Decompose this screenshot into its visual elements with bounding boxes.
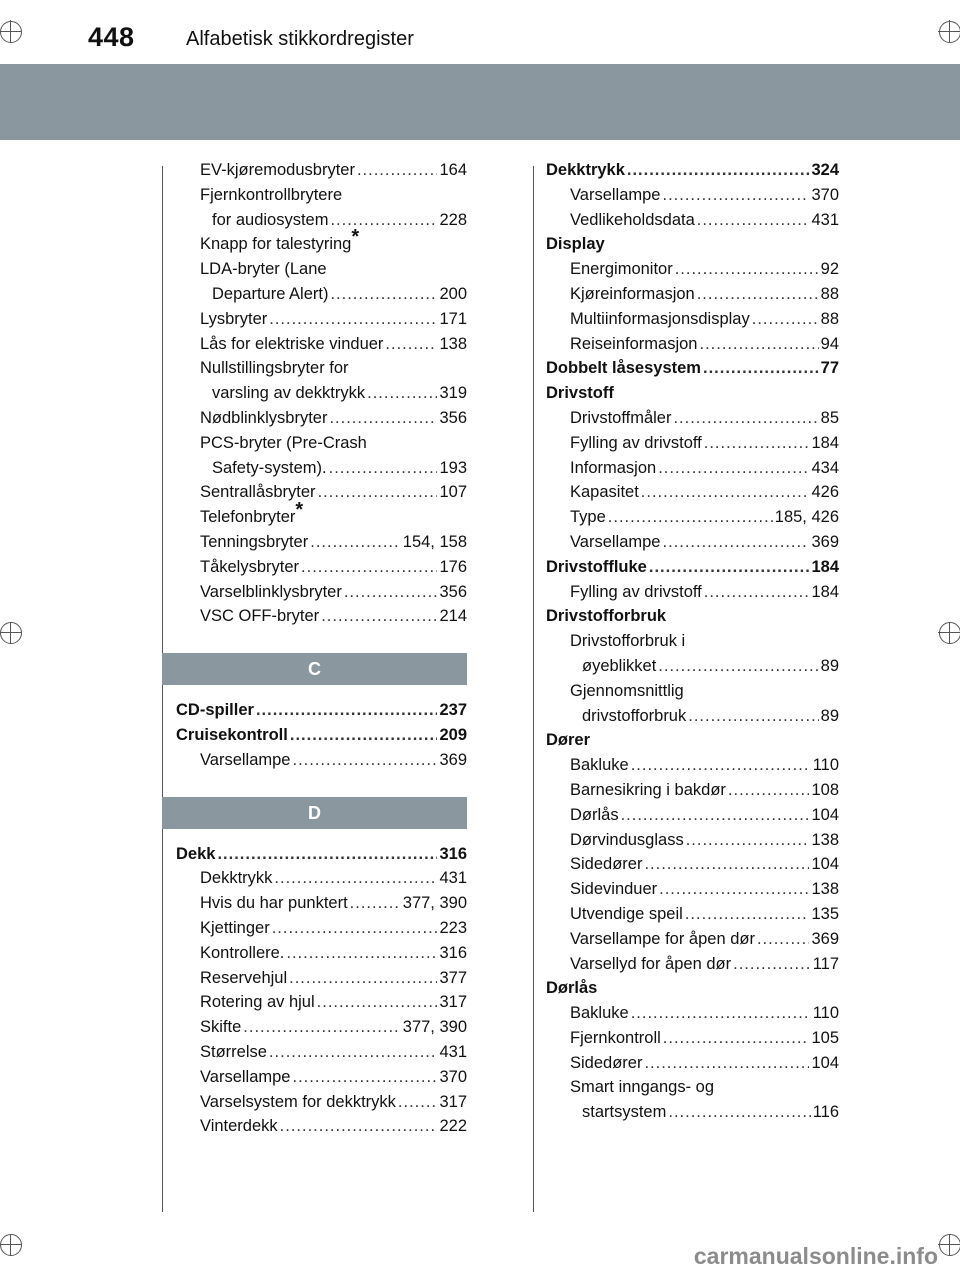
- index-entry: [176, 257, 467, 282]
- entry-text: Varsellampe: [200, 1067, 291, 1086]
- index-entry: [546, 208, 839, 233]
- entry-page-number: 89: [820, 656, 839, 675]
- index-entry: [546, 307, 839, 332]
- index-entry: [546, 728, 839, 753]
- entry-text: Dørlås: [570, 805, 619, 824]
- index-entry: [176, 990, 467, 1015]
- entry-text: Drivstoff: [546, 384, 614, 403]
- entry-page-number: 377, 390: [402, 1018, 467, 1037]
- left-column: [176, 158, 467, 1139]
- dot-leader: [644, 852, 809, 877]
- dot-leader: [631, 1001, 811, 1026]
- entry-page-number: 369: [439, 750, 467, 769]
- entry-page-number: 214: [439, 607, 467, 626]
- entry-text: for audiosystem: [212, 210, 329, 229]
- index-entry: [176, 332, 467, 357]
- entry-page-number: 107: [439, 483, 467, 502]
- index-entry: [546, 952, 839, 977]
- entry-page-number: 223: [439, 918, 467, 937]
- entry-page-number: 154, 158: [402, 532, 467, 551]
- entry-page-number: 356: [439, 408, 467, 427]
- index-entry: [546, 753, 839, 778]
- entry-text: startsystem: [582, 1103, 667, 1122]
- index-entry: [546, 927, 839, 952]
- entry-page-number: 369: [811, 532, 839, 551]
- index-entry: [546, 406, 839, 431]
- entry-text: Drivstoffmåler: [570, 408, 672, 427]
- entry-text: Nødblinklysbryter: [200, 408, 328, 427]
- entry-text: Sentrallåsbryter: [200, 483, 316, 502]
- entry-page-number: 88: [820, 309, 839, 328]
- dot-leader: [641, 480, 810, 505]
- footnote-asterisk: *: [351, 226, 360, 249]
- entry-text: Reservehjul: [200, 968, 288, 987]
- entry-page-number: 319: [439, 384, 467, 403]
- entry-page-number: 317: [439, 993, 467, 1012]
- dot-leader: [608, 505, 773, 530]
- dot-leader: [668, 1100, 810, 1125]
- entry-text: Varsellyd for åpen dør: [570, 954, 732, 973]
- dot-leader: [649, 555, 810, 580]
- index-entry: [176, 282, 467, 307]
- entry-page-number: 377, 390: [402, 894, 467, 913]
- entry-text: Varselsystem for dekktrykk: [200, 1092, 396, 1111]
- entry-text: Type: [570, 508, 606, 527]
- entry-page-number: 377: [439, 968, 467, 987]
- entry-page-number: 110: [812, 756, 839, 775]
- dot-leader: [350, 891, 401, 916]
- dot-leader: [685, 902, 810, 927]
- index-entry: [176, 499, 467, 530]
- entry-page-number: 116: [812, 1103, 839, 1122]
- section-letter-c: C: [162, 653, 467, 685]
- entry-page-number: 104: [811, 805, 839, 824]
- entry-page-number: 317: [439, 1092, 467, 1111]
- index-entry: [546, 704, 839, 729]
- index-entry: [176, 966, 467, 991]
- right-column: [546, 158, 839, 1125]
- dot-leader: [321, 604, 437, 629]
- dot-leader: [269, 307, 437, 332]
- entry-page-number: 370: [439, 1067, 467, 1086]
- index-entry: [176, 406, 467, 431]
- index-entry: [176, 1114, 467, 1139]
- index-entry: [546, 332, 839, 357]
- entry-text: Reiseinformasjon: [570, 334, 698, 353]
- index-entry: [176, 748, 467, 773]
- index-entry: [176, 555, 467, 580]
- dot-leader: [330, 208, 437, 233]
- entry-page-number: 209: [439, 725, 467, 744]
- index-entry: [176, 916, 467, 941]
- entry-page-number: 164: [439, 161, 467, 179]
- dot-leader: [662, 183, 809, 208]
- index-entry: [176, 158, 467, 183]
- index-entry: [546, 282, 839, 307]
- dot-leader: [752, 307, 819, 332]
- entry-text: Multiinformasjonsdisplay: [570, 309, 750, 328]
- entry-page-number: 228: [439, 210, 467, 229]
- index-entry: [546, 431, 839, 456]
- dot-leader: [663, 1026, 810, 1051]
- entry-text: Display: [546, 235, 605, 254]
- dot-leader: [272, 916, 438, 941]
- dot-leader: [757, 927, 810, 952]
- entry-text: PCS-bryter (Pre-Crash: [200, 433, 367, 452]
- entry-page-number: 117: [812, 954, 839, 973]
- entry-page-number: 138: [811, 830, 839, 849]
- entry-page-number: 316: [439, 943, 467, 962]
- dot-leader: [301, 555, 437, 580]
- index-entry: [176, 307, 467, 332]
- index-entry: [546, 580, 839, 605]
- dot-leader: [644, 1051, 809, 1076]
- index-entry: [176, 381, 467, 406]
- dot-leader: [318, 480, 438, 505]
- index-entry: [546, 356, 839, 381]
- index-entry: [546, 1100, 839, 1125]
- index-entry: [176, 1065, 467, 1090]
- watermark: carmanualsonline.info: [693, 1243, 938, 1269]
- entry-text: Fjernkontroll: [570, 1028, 661, 1047]
- entry-text: LDA-bryter (Lane: [200, 260, 327, 279]
- index-entry: [176, 208, 467, 233]
- index-entry: [176, 183, 467, 208]
- index-entry: [546, 852, 839, 877]
- section-letter-d: D: [162, 797, 467, 829]
- index-entry: [546, 654, 839, 679]
- dot-leader: [659, 877, 809, 902]
- dot-leader: [290, 723, 438, 748]
- entry-page-number: 104: [811, 1053, 839, 1072]
- entry-page-number: 138: [439, 334, 467, 353]
- entry-text: Tenningsbryter: [200, 532, 309, 551]
- entry-text: Varsellampe for åpen dør: [570, 929, 755, 948]
- entry-text: Dekk: [176, 844, 216, 863]
- dot-leader: [697, 282, 819, 307]
- entry-text: Lås for elektriske vinduer: [200, 334, 384, 353]
- entry-text: Informasjon: [570, 458, 657, 477]
- page-title: Alfabetisk stikkordregister: [186, 28, 414, 50]
- entry-text: VSC OFF-bryter: [200, 607, 320, 626]
- dot-leader: [688, 704, 818, 729]
- dot-leader: [697, 208, 810, 233]
- entry-page-number: 88: [820, 284, 839, 303]
- dot-leader: [317, 990, 438, 1015]
- index-entry: [546, 679, 839, 704]
- entry-text: Fylling av drivstoff: [570, 582, 702, 601]
- entry-page-number: 92: [820, 260, 839, 279]
- index-entry: [546, 555, 839, 580]
- entry-page-number: 370: [811, 185, 839, 204]
- entry-text: Drivstofforbruk i: [570, 632, 686, 651]
- index-entry: [546, 530, 839, 555]
- entry-page-number: 85: [820, 408, 839, 427]
- dot-leader: [627, 158, 810, 183]
- entry-text: Størrelse: [200, 1042, 267, 1061]
- dot-leader: [631, 753, 811, 778]
- index-entry: [546, 505, 839, 530]
- index-entry: [176, 698, 467, 723]
- entry-text: Cruisekontroll: [176, 725, 288, 744]
- entry-page-number: 222: [439, 1117, 467, 1136]
- dot-leader: [292, 1065, 437, 1090]
- dot-leader: [256, 698, 438, 723]
- entry-text: Dørvindusglass: [570, 830, 684, 849]
- entry-page-number: 184: [811, 582, 839, 601]
- entry-text: drivstofforbruk: [582, 706, 687, 725]
- index-entry: [546, 456, 839, 481]
- index-entry: [546, 381, 839, 406]
- entry-text: EV-kjøremodusbryter: [200, 161, 355, 179]
- entry-text: Kjøreinformasjon: [570, 284, 695, 303]
- dot-leader: [658, 654, 818, 679]
- index-entry: [546, 1026, 839, 1051]
- dot-leader: [662, 530, 809, 555]
- index-entry: [176, 866, 467, 891]
- index-entry: [176, 530, 467, 555]
- dot-leader: [733, 952, 811, 977]
- entry-text: Kontrollere.: [200, 943, 285, 962]
- index-entry: [176, 842, 467, 867]
- entry-text: Hvis du har punktert: [200, 894, 348, 913]
- dot-leader: [703, 356, 819, 381]
- entry-text: Kjettinger: [200, 918, 270, 937]
- index-entry: [546, 976, 839, 1001]
- dot-leader: [269, 1040, 438, 1065]
- entry-page-number: 431: [439, 1042, 467, 1061]
- dot-leader: [280, 1114, 438, 1139]
- dot-leader: [673, 406, 818, 431]
- entry-text: Safety-system).: [212, 458, 327, 477]
- index-entry: [176, 580, 467, 605]
- entry-text: Skifte: [200, 1018, 242, 1037]
- entry-text: Lysbryter: [200, 309, 268, 328]
- entry-text: Varselblinklysbryter: [200, 582, 342, 601]
- entry-text: CD-spiller: [176, 701, 254, 720]
- index-entry: [176, 1090, 467, 1115]
- dot-leader: [704, 580, 810, 605]
- index-entry: [546, 480, 839, 505]
- entry-page-number: 434: [811, 458, 839, 477]
- index-entry: [546, 257, 839, 282]
- entry-text: Barnesikring i bakdør: [570, 780, 726, 799]
- entry-text: Dører: [546, 731, 591, 750]
- entry-page-number: 94: [820, 334, 839, 353]
- entry-page-number: 184: [811, 557, 839, 576]
- entry-text: Gjennomsnittlig: [570, 681, 684, 700]
- entry-text: Sidevinduer: [570, 880, 658, 899]
- entry-page-number: 237: [439, 701, 467, 720]
- dot-leader: [658, 456, 809, 481]
- dot-leader: [292, 748, 437, 773]
- index-entry: [176, 226, 467, 257]
- entry-text: Drivstoffluke: [546, 557, 647, 576]
- index-entry: [546, 1075, 839, 1100]
- entry-text: øyeblikket: [582, 656, 657, 675]
- index-entry: [176, 431, 467, 456]
- footnote-asterisk: *: [295, 499, 304, 522]
- entry-text: Dekktrykk: [546, 161, 625, 179]
- index-entry: [546, 604, 839, 629]
- dot-leader: [398, 1090, 438, 1115]
- entry-text: Varsellampe: [570, 185, 661, 204]
- entry-text: Energimonitor: [570, 260, 673, 279]
- dot-leader: [243, 1015, 400, 1040]
- dot-leader: [728, 778, 810, 803]
- entry-page-number: 77: [820, 359, 839, 378]
- entry-text: Sidedører: [570, 855, 643, 874]
- entry-text: Nullstillingsbryter for: [200, 359, 349, 378]
- entry-text: Tåkelysbryter: [200, 557, 300, 576]
- entry-page-number: 171: [439, 309, 467, 328]
- dot-leader: [310, 530, 401, 555]
- entry-text: Varsellampe: [570, 532, 661, 551]
- index-entry: [546, 877, 839, 902]
- index-entry: [176, 356, 467, 381]
- entry-page-number: 324: [811, 161, 839, 179]
- entry-text: Dobbelt låsesystem: [546, 359, 701, 378]
- entry-page-number: 89: [820, 706, 839, 725]
- entry-page-number: 200: [439, 284, 467, 303]
- entry-page-number: 431: [439, 869, 467, 888]
- entry-page-number: 108: [811, 780, 839, 799]
- entry-page-number: 176: [439, 557, 467, 576]
- index-entry: [546, 1001, 839, 1026]
- dot-leader: [686, 828, 810, 853]
- entry-text: Drivstofforbruk: [546, 607, 667, 626]
- entry-text: Fylling av drivstoff: [570, 433, 702, 452]
- index-entry: [176, 456, 467, 481]
- column-divider-left: [162, 166, 163, 1212]
- page-number: 448: [88, 22, 135, 52]
- entry-text: Bakluke: [570, 1004, 629, 1023]
- entry-text: Telefonbryter: [200, 508, 296, 527]
- index-entry: [176, 1040, 467, 1065]
- entry-page-number: 110: [812, 1004, 839, 1023]
- index-entry: [176, 1015, 467, 1040]
- index-entry: [176, 891, 467, 916]
- entry-page-number: 356: [439, 582, 467, 601]
- index-entry: [546, 232, 839, 257]
- entry-text: Vinterdekk: [200, 1117, 278, 1136]
- dot-leader: [704, 431, 810, 456]
- header-band: [0, 64, 960, 140]
- entry-text: Sidedører: [570, 1053, 643, 1072]
- dot-leader: [699, 332, 818, 357]
- page-header: [0, 0, 960, 62]
- index-entry: [176, 604, 467, 629]
- dot-leader: [675, 257, 819, 282]
- index-entry: [176, 480, 467, 505]
- dot-leader: [286, 941, 437, 966]
- dot-leader: [367, 381, 437, 406]
- entry-text: Rotering av hjul: [200, 993, 315, 1012]
- index-entry: [546, 778, 839, 803]
- entry-text: Varsellampe: [200, 750, 291, 769]
- index-entry: [546, 1051, 839, 1076]
- entry-page-number: 193: [439, 458, 467, 477]
- entry-text: Dekktrykk: [200, 869, 273, 888]
- index-entry: [546, 158, 839, 183]
- dot-leader: [357, 158, 438, 183]
- dot-leader: [330, 282, 437, 307]
- index-entry: [176, 723, 467, 748]
- dot-leader: [344, 580, 438, 605]
- dot-leader: [621, 803, 810, 828]
- entry-text: Kapasitet: [570, 483, 639, 502]
- index-entry: [546, 183, 839, 208]
- entry-page-number: 426: [811, 483, 839, 502]
- entry-text: Departure Alert): [212, 284, 329, 303]
- index-entry: [176, 941, 467, 966]
- entry-text: Bakluke: [570, 756, 629, 775]
- entry-page-number: 135: [811, 904, 839, 923]
- entry-page-number: 431: [811, 210, 839, 229]
- dot-leader: [329, 456, 438, 481]
- index-entry: [546, 803, 839, 828]
- entry-text: Vedlikeholdsdata: [570, 210, 695, 229]
- entry-text: Utvendige speil: [570, 904, 683, 923]
- index-entry: [546, 902, 839, 927]
- entry-text: Smart inngangs- og: [570, 1078, 714, 1097]
- dot-leader: [274, 866, 437, 891]
- index-entry: [546, 828, 839, 853]
- dot-leader: [289, 966, 437, 991]
- index-entry: [546, 629, 839, 654]
- entry-page-number: 316: [439, 844, 467, 863]
- entry-page-number: 184: [811, 433, 839, 452]
- entry-page-number: 138: [811, 880, 839, 899]
- dot-leader: [329, 406, 437, 431]
- entry-text: Fjernkontrollbrytere: [200, 185, 343, 204]
- dot-leader: [385, 332, 437, 357]
- column-divider-middle: [533, 166, 534, 1212]
- entry-page-number: 369: [811, 929, 839, 948]
- dot-leader: [217, 842, 437, 867]
- entry-text: varsling av dekktrykk: [212, 384, 366, 403]
- entry-text: Dørlås: [546, 979, 598, 998]
- entry-page-number: 105: [811, 1028, 839, 1047]
- entry-page-number: 104: [811, 855, 839, 874]
- entry-page-number: 185, 426: [774, 508, 839, 527]
- entry-text: Knapp for talestyring: [200, 235, 352, 254]
